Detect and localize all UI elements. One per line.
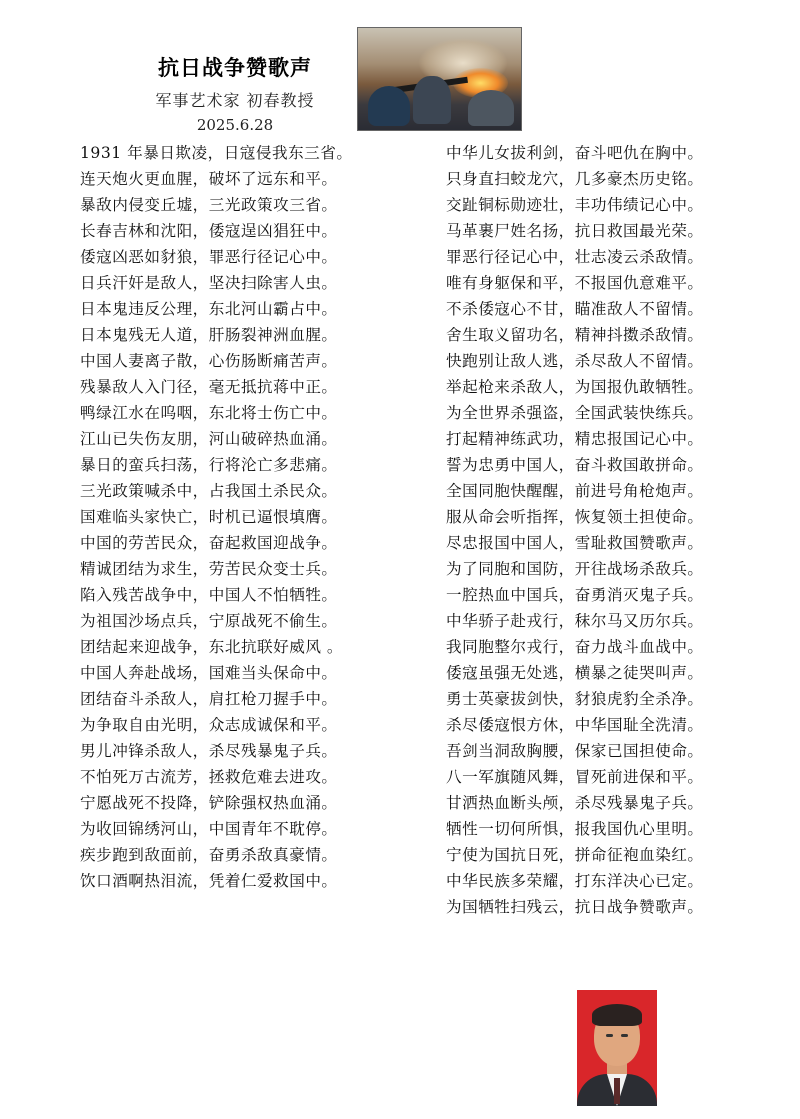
poem-line: 中国人妻离子散，心伤肠断痛苦声。 bbox=[80, 352, 338, 370]
poem-line: 马革裹尸姓名扬，抗日救国最光荣。 bbox=[446, 222, 704, 240]
poem-line: 宁使为国抗日死，拼命征袍血染红。 bbox=[446, 846, 704, 864]
battle-scene-photo bbox=[357, 27, 522, 131]
author-line: 军事艺术家 初春教授 bbox=[155, 91, 315, 110]
poem-line: 为争取自由光明，众志成诚保和平。 bbox=[80, 716, 338, 734]
poem-line: 三光政策喊杀中，占我国土杀民众。 bbox=[80, 482, 338, 500]
poem-line: 暴日的蛮兵扫荡，行将沦亡多悲痛。 bbox=[80, 456, 338, 474]
poem-line: 一腔热血中国兵，奋勇消灭鬼子兵。 bbox=[446, 586, 704, 604]
poem-line: 不杀倭寇心不甘，瞄准敌人不留情。 bbox=[446, 300, 704, 318]
poem-line: 牺性一切何所惧，报我国仇心里明。 bbox=[446, 820, 704, 838]
poem-line: 中国人奔赴战场，国难当头保命中。 bbox=[80, 664, 338, 682]
poem-column-left bbox=[80, 140, 410, 894]
poem-line: 杀尽倭寇恨方休，中华国耻全洗清。 bbox=[446, 716, 704, 734]
poem-line: 暴敌内侵变丘墟，三光政策攻三省。 bbox=[80, 196, 338, 214]
poem-line: 中华民族多荣耀，打东洋决心已定。 bbox=[446, 872, 704, 890]
poem-line: 精诚团结为求生，劳苦民众变士兵。 bbox=[80, 560, 338, 578]
page-title: 抗日战争赞歌声 bbox=[158, 56, 312, 80]
portrait-tie bbox=[614, 1078, 620, 1104]
header bbox=[0, 0, 800, 140]
poem-line: 只身直扫蛟龙穴，几多豪杰历史铭。 bbox=[446, 170, 704, 188]
poem-line: 吾剑当洞敌胸腰，保家已国担使命。 bbox=[446, 742, 704, 760]
poem-line: 为国牺牲扫残云，抗日战争赞歌声。 bbox=[446, 898, 704, 916]
poem-line: 陷入残苦战争中，中国人不怕牺牲。 bbox=[80, 586, 338, 604]
poem-line: 快跑别让敌人逃，杀尽敌人不留情。 bbox=[446, 352, 704, 370]
poem-line: 尽忠报国中国人，雪耻救国赞歌声。 bbox=[446, 534, 704, 552]
poem-line: 中华骄子赴戎行，秣尔马又历尔兵。 bbox=[446, 612, 704, 630]
poem-line: 宁愿战死不投降，铲除强权热血涌。 bbox=[80, 794, 338, 812]
poem-column-right bbox=[446, 140, 776, 920]
poem-line: 倭寇凶恶如豺狼，罪恶行径记心中。 bbox=[80, 248, 338, 266]
portrait-eye bbox=[606, 1034, 613, 1037]
poem-line: 举起枪来杀敌人，为国报仇敢牺牲。 bbox=[446, 378, 704, 396]
poem-line: 疾步跑到敌面前，奋勇杀敌真豪情。 bbox=[80, 846, 338, 864]
poem-line: 全国同胞快醒醒，前进号角枪炮声。 bbox=[446, 482, 704, 500]
poem-line: 男儿冲锋杀敌人，杀尽残暴鬼子兵。 bbox=[80, 742, 338, 760]
poem-line: 为收回锦绣河山，中国青年不耽停。 bbox=[80, 820, 338, 838]
poem-line: 勇士英豪拔剑快，豺狼虎豹全杀净。 bbox=[446, 690, 704, 708]
portrait-hair bbox=[592, 1004, 642, 1026]
portrait-eye bbox=[621, 1034, 628, 1037]
poem-line: 为祖国沙场点兵，宁原战死不偷生。 bbox=[80, 612, 338, 630]
poem-line: 江山已失伤友朋，河山破碎热血涌。 bbox=[80, 430, 338, 448]
poem-line: 日本鬼残无人道，肝肠裂神洲血腥。 bbox=[80, 326, 338, 344]
poem-line: 倭寇虽强无处逃，横暴之徒哭叫声。 bbox=[446, 664, 704, 682]
poem-line: 鸭绿江水在呜咽，东北将士伤亡中。 bbox=[80, 404, 338, 422]
poem-line: 中华儿女拔利剑，奋斗吧仇在胸中。 bbox=[446, 144, 704, 162]
poem-line: 我同胞整尔戎行，奋力战斗血战中。 bbox=[446, 638, 704, 656]
poem-line: 甘洒热血断头颅，杀尽残暴鬼子兵。 bbox=[446, 794, 704, 812]
poem-line: 打起精神练武功，精忠报国记心中。 bbox=[446, 430, 704, 448]
author-portrait bbox=[577, 990, 657, 1106]
soldier-figure bbox=[413, 76, 451, 124]
poem-line: 罪恶行径记心中，壮志凌云杀敌情。 bbox=[446, 248, 704, 266]
soldier-figure bbox=[468, 90, 514, 126]
poem-line: 1931 年暴日欺凌，日寇侵我东三省。 bbox=[80, 144, 353, 162]
poem-line: 饮口酒啊热泪流，凭着仁爱救国中。 bbox=[80, 872, 338, 890]
poem-line: 为了同胞和国防，开往战场杀敌兵。 bbox=[446, 560, 704, 578]
poem-line: 日兵汗奸是敌人，坚决扫除害人虫。 bbox=[80, 274, 338, 292]
poem-line: 长春吉林和沈阳，倭寇逞凶猖狂中。 bbox=[80, 222, 338, 240]
poem-line: 交趾铜标勋迹壮，丰功伟绩记心中。 bbox=[446, 196, 704, 214]
poem-line: 残暴敌人入门径，毫无抵抗蒋中正。 bbox=[80, 378, 338, 396]
poem-line: 舍生取义留功名，精神抖擞杀敌情。 bbox=[446, 326, 704, 344]
poem-line: 日本鬼违反公理，东北河山霸占中。 bbox=[80, 300, 338, 318]
poem-line: 团结起来迎战争，东北抗联好威风 。 bbox=[80, 638, 343, 656]
date-line: 2025.6.28 bbox=[196, 116, 274, 134]
poem-line: 团结奋斗杀敌人，肩扛枪刀握手中。 bbox=[80, 690, 338, 708]
poem-line: 连天炮火更血腥，破坏了远东和平。 bbox=[80, 170, 338, 188]
poem-line: 八一军旗随风舞，冒死前进保和平。 bbox=[446, 768, 704, 786]
poem-line: 国难临头家快亡，时机已逼恨填膺。 bbox=[80, 508, 338, 526]
poem-line: 为全世界杀强盗，全国武装快练兵。 bbox=[446, 404, 704, 422]
poem-line: 唯有身躯保和平，不报国仇意难平。 bbox=[446, 274, 704, 292]
poem-line: 不怕死万古流芳，拯救危难去进攻。 bbox=[80, 768, 338, 786]
poem-line: 誓为忠勇中国人，奋斗救国敢拼命。 bbox=[446, 456, 704, 474]
poem-line: 中国的劳苦民众，奋起救国迎战争。 bbox=[80, 534, 338, 552]
soldier-figure bbox=[368, 86, 410, 126]
poem-line: 服从命会听指挥，恢复领土担使命。 bbox=[446, 508, 704, 526]
